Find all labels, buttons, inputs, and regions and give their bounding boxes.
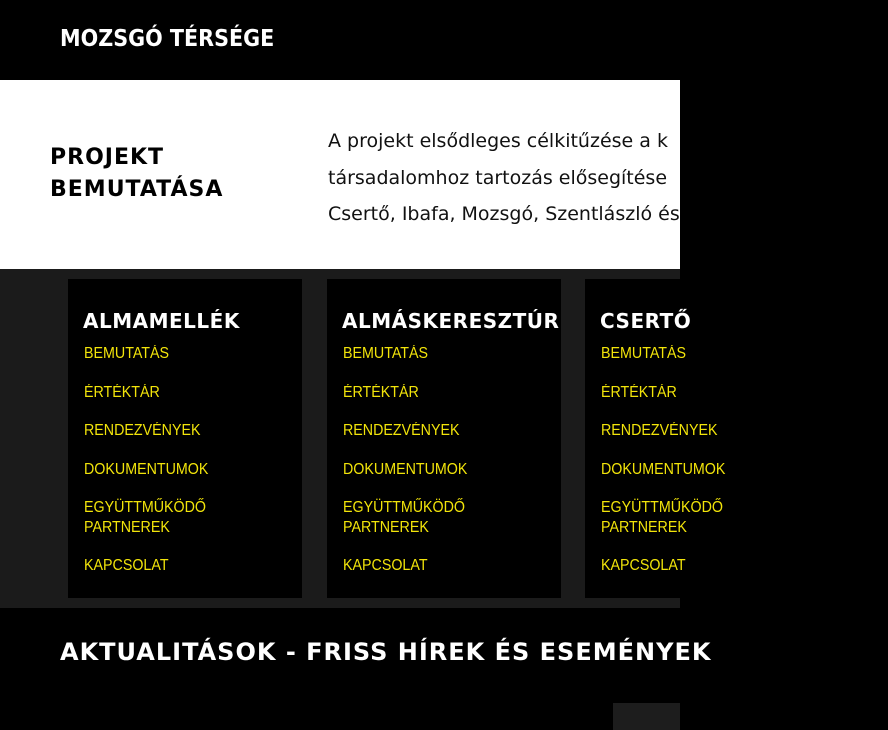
news-section — [0, 608, 712, 730]
news-heading: AKTUALITÁSOK - FRISS HÍREK ÉS ESEMÉNYEK — [60, 638, 712, 666]
card-link-rendezvenyek[interactable]: RENDEZVÉNYEK — [343, 422, 460, 439]
card-link-partnerek[interactable]: EGYÜTTMŰKÖDŐ PARTNEREK — [343, 499, 466, 536]
project-intro-text-line: társadalomhoz tartozás elősegítése — [328, 166, 668, 189]
card-link-kapcsolat[interactable]: KAPCSOLAT — [601, 557, 686, 574]
project-intro-heading-line1: PROJEKT — [50, 145, 165, 170]
card-link-ertektar[interactable]: ÉRTÉKTÁR — [343, 383, 419, 401]
site-header — [0, 0, 680, 80]
settlement-card-almaskeresztur — [327, 279, 561, 598]
card-link-rendezvenyek[interactable]: RENDEZVÉNYEK — [601, 422, 718, 439]
card-link-partnerek[interactable]: EGYÜTTMŰKÖDŐ PARTNEREK — [84, 499, 207, 536]
settlement-card-menu — [601, 344, 801, 595]
settlement-card-title[interactable]: ALMÁSKERESZTÚR — [342, 309, 560, 333]
settlement-card-cserto — [585, 279, 819, 598]
card-link-bemutatas[interactable]: BEMUTATÁS — [343, 345, 429, 362]
project-intro-section — [0, 80, 680, 269]
site-title[interactable]: MOZSGÓ TÉRSÉGE — [60, 26, 275, 52]
settlement-card-almamellek — [68, 279, 302, 598]
settlement-card-title[interactable]: ALMAMELLÉK — [83, 309, 240, 333]
project-intro-heading — [50, 142, 223, 206]
project-intro-text — [328, 123, 888, 233]
settlements-section — [0, 269, 726, 608]
settlement-card-menu — [84, 344, 284, 595]
card-link-ertektar[interactable]: ÉRTÉKTÁR — [84, 383, 160, 401]
card-link-dokumentumok[interactable]: DOKUMENTUMOK — [601, 460, 726, 478]
news-item-preview[interactable] — [613, 703, 680, 730]
card-link-dokumentumok[interactable]: DOKUMENTUMOK — [343, 460, 468, 478]
card-link-kapcsolat[interactable]: KAPCSOLAT — [343, 557, 428, 574]
project-intro-text-line: A projekt elsődleges célkitűzése a k — [328, 130, 668, 152]
card-link-kapcsolat[interactable]: KAPCSOLAT — [84, 557, 169, 574]
settlement-card-menu — [343, 344, 543, 595]
card-link-dokumentumok[interactable]: DOKUMENTUMOK — [84, 460, 209, 478]
card-link-rendezvenyek[interactable]: RENDEZVÉNYEK — [84, 422, 201, 439]
project-intro-heading-line2: BEMUTATÁSA — [50, 177, 224, 202]
card-link-partnerek[interactable]: EGYÜTTMŰKÖDŐ PARTNEREK — [601, 499, 724, 536]
settlement-card-title[interactable]: CSERTŐ — [600, 309, 692, 333]
card-link-ertektar[interactable]: ÉRTÉKTÁR — [601, 383, 677, 401]
card-link-bemutatas[interactable]: BEMUTATÁS — [84, 345, 170, 362]
project-intro-text-line: Csertő, Ibafa, Mozsgó, Szentlászló és — [328, 203, 680, 225]
card-link-bemutatas[interactable]: BEMUTATÁS — [601, 345, 687, 362]
